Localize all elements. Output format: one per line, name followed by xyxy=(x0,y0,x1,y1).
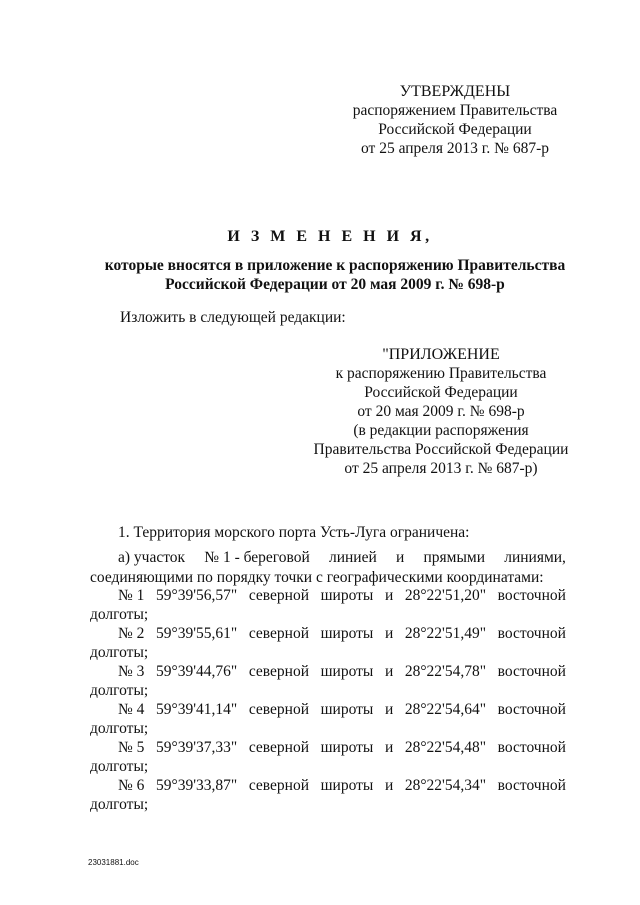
longitude-word: восточной xyxy=(497,663,566,680)
latitude-word: широты xyxy=(320,701,374,718)
latitude-value: 59°39'41,14" xyxy=(156,701,238,718)
appendix-line: (в редакции распоряжения xyxy=(353,422,529,439)
approval-line: распоряжением Правительства xyxy=(352,102,558,119)
longitude-value: 28°22'51,20" xyxy=(404,587,487,604)
coordinate-tail: долготы; xyxy=(90,644,149,661)
point-a-word: № 1 - береговой xyxy=(204,549,310,566)
coordinate-tail: долготы; xyxy=(90,682,149,699)
longitude-word: восточной xyxy=(497,587,566,604)
point-number: № 3 xyxy=(118,663,145,680)
latitude-word: северной xyxy=(248,739,309,756)
longitude-value: 28°22'54,34" xyxy=(404,777,487,794)
longitude-word: восточной xyxy=(497,777,566,794)
longitude-value: 28°22'54,78" xyxy=(404,663,487,680)
intro-text: Изложить в следующей редакции: xyxy=(120,309,346,326)
latitude-word: северной xyxy=(248,663,309,680)
latitude-value: 59°39'33,87" xyxy=(156,777,238,794)
coordinate-item xyxy=(90,776,566,814)
coordinate-line xyxy=(118,662,566,681)
longitude-value: 28°22'51,49" xyxy=(404,625,487,642)
latitude-word: широты xyxy=(320,739,374,756)
longitude-word: восточной xyxy=(497,739,566,756)
coordinate-tail: долготы; xyxy=(90,720,149,737)
coordinate-item xyxy=(90,700,566,738)
approval-line: Российской Федерации xyxy=(378,121,532,138)
coordinate-item xyxy=(90,662,566,700)
longitude-value: 28°22'54,48" xyxy=(404,739,487,756)
changes-subtitle-line: Российской Федерации от 20 мая 2009 г. № 698-р xyxy=(165,276,505,293)
conjunction: и xyxy=(384,739,394,756)
approval-heading: УТВЕРЖДЕНЫ xyxy=(399,83,511,100)
point-number: № 4 xyxy=(118,701,145,718)
appendix-heading: "ПРИЛОЖЕНИЕ xyxy=(382,346,500,363)
latitude-value: 59°39'44,76" xyxy=(156,663,238,680)
appendix-line: от 25 апреля 2013 г. № 687-р) xyxy=(344,460,538,477)
approval-stamp-block xyxy=(330,82,580,158)
conjunction: и xyxy=(384,701,394,718)
appendix-line: Правительства Российской Федерации xyxy=(313,441,569,458)
latitude-word: северной xyxy=(248,587,309,604)
point-a-second-line: соединяющими по порядку точки с географическими координатами: xyxy=(90,569,544,586)
paragraph-point-a xyxy=(90,548,566,588)
coordinates-list xyxy=(90,586,566,814)
point-number: № 5 xyxy=(118,739,145,756)
coordinate-tail: долготы; xyxy=(90,758,149,775)
coordinate-line xyxy=(118,586,566,605)
appendix-line: к распоряжению Правительства xyxy=(335,365,547,382)
appendix-line: Российской Федерации xyxy=(364,384,518,401)
point-a-first-line xyxy=(90,548,566,568)
point-a-word: и xyxy=(395,549,405,566)
coordinate-line xyxy=(118,700,566,719)
conjunction: и xyxy=(384,587,394,604)
point-a-word: прямыми xyxy=(423,549,485,566)
latitude-word: широты xyxy=(320,777,374,794)
file-name-footer: 23031881.doc xyxy=(88,858,139,867)
changes-title: И З М Е Н Е Н И Я, xyxy=(227,228,433,245)
approval-line: от 25 апреля 2013 г. № 687-р xyxy=(361,140,549,157)
point-a-word: линией xyxy=(328,549,377,566)
conjunction: и xyxy=(384,777,394,794)
latitude-value: 59°39'56,57" xyxy=(156,587,238,604)
conjunction: и xyxy=(384,663,394,680)
latitude-word: широты xyxy=(320,625,374,642)
point-a-word: а) участок xyxy=(118,549,186,566)
coordinate-line xyxy=(118,738,566,757)
longitude-word: восточной xyxy=(497,701,566,718)
coordinate-line xyxy=(118,624,566,643)
latitude-word: широты xyxy=(320,663,374,680)
coordinate-item xyxy=(90,586,566,624)
changes-subtitle xyxy=(60,256,610,294)
latitude-word: широты xyxy=(320,587,374,604)
changes-subtitle-line: которые вносятся в приложение к распоряжению Правительства xyxy=(104,257,566,274)
appendix-line: от 20 мая 2009 г. № 698-р xyxy=(357,403,525,420)
latitude-word: северной xyxy=(248,625,309,642)
point-number: № 6 xyxy=(118,777,145,794)
coordinate-tail: долготы; xyxy=(90,606,149,623)
point-number: № 2 xyxy=(118,625,145,642)
latitude-value: 59°39'37,33" xyxy=(156,739,238,756)
latitude-word: северной xyxy=(248,701,309,718)
latitude-word: северной xyxy=(248,777,309,794)
coordinate-tail: долготы; xyxy=(90,796,149,813)
point-number: № 1 xyxy=(118,587,145,604)
appendix-header-block xyxy=(306,345,576,478)
longitude-value: 28°22'54,64" xyxy=(404,701,487,718)
longitude-word: восточной xyxy=(497,625,566,642)
coordinate-item xyxy=(90,624,566,662)
paragraph-point-1: 1. Территория морского порта Усть-Луга ограничена: xyxy=(118,524,470,541)
latitude-value: 59°39'55,61" xyxy=(156,625,238,642)
conjunction: и xyxy=(384,625,394,642)
point-a-word: линиями, xyxy=(504,549,566,566)
coordinate-line xyxy=(118,776,566,795)
coordinate-item xyxy=(90,738,566,776)
